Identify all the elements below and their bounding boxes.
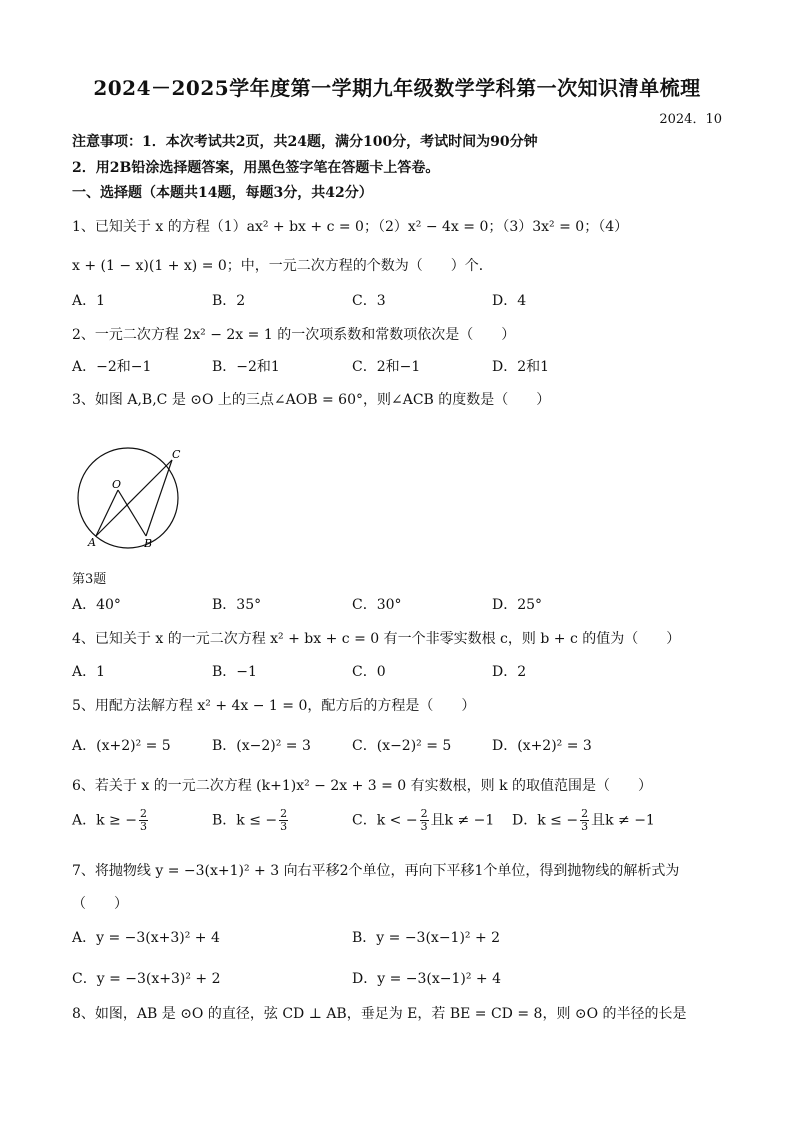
q6-option-b-prefix: B．k ≤ − [212,812,278,829]
q4-option-a: A．1 [72,664,106,680]
q1-option-b: B．2 [212,293,246,309]
q5-option-d: D．(x+2)² = 3 [492,738,592,754]
label-a: A [88,536,96,549]
q6-option-b [212,808,290,833]
notice-line-1: 注意事项：1．本次考试共2页，共24题，满分100分，考试时间为90分钟 [72,134,538,150]
question-7-line-1: 7、将抛物线 y = −3(x+1)² + 3 向右平移2个单位，再向下平移1个单位，得到抛物线的解析式为 [72,863,680,879]
q6-option-d-prefix: D．k ≤ − [512,812,579,829]
label-c: C [172,448,181,461]
circle-o [78,448,178,548]
label-b: B [144,537,153,550]
question-8-line-1: 8、如图，AB 是 ⊙O 的直径，弦 CD ⊥ AB，垂足为 E，若 BE = CD = 8，则 ⊙O 的半径的长是 [72,1006,687,1022]
q6-option-d-num: 2 [581,807,589,820]
q6-option-a-den: 3 [139,820,147,833]
q3-option-a: A．40° [72,597,121,613]
q2-option-c: C．2和−1 [352,359,421,375]
q7-option-c: C．y = −3(x+3)² + 2 [72,971,221,987]
q1-option-d: D．4 [492,293,527,309]
question-1-line-2: x + (1 − x)(1 + x) = 0；中，一元二次方程的个数为（ ）个． [72,258,493,274]
q6-option-c-fraction [420,808,429,833]
q4-option-d: D．2 [492,664,527,680]
q1-option-a: A．1 [72,293,106,309]
q5-option-c: C．(x−2)² = 5 [352,738,452,754]
question-3-line-1: 3、如图 A,B,C 是 ⊙O 上的三点∠AOB = 60°，则∠ACB 的度数是（ ） [72,392,551,408]
q2-option-d: D．2和1 [492,359,550,375]
page-title: 2024－2025学年度第一学期九年级数学学科第一次知识清单梳理 [93,76,701,100]
q4-option-c: C．0 [352,664,386,680]
question-1-line-1: 1、已知关于 x 的方程（1）ax² + bx + c = 0；（2）x² − 4x = 0；（3）3x² = 0；（4） [72,219,629,235]
q6-option-a-fraction [139,808,148,833]
q2-option-a: A．−2和−1 [72,359,152,375]
q3-option-b: B．35° [212,597,262,613]
q4-option-b: B．−1 [212,664,257,680]
q6-option-b-num: 2 [280,807,288,820]
q1-option-c: C．3 [352,293,386,309]
q6-option-a-num: 2 [139,807,147,820]
segment-ac [96,460,172,536]
q6-option-a-prefix: A．k ≥ − [72,812,137,829]
notice-line-2: 2．用2B铅涂选择题答案，用黑色签字笔在答题卡上答卷。 [72,160,440,176]
q6-option-a [72,808,150,833]
segment-bc [146,460,172,536]
segment-ob [118,490,146,536]
q5-option-b: B．(x−2)² = 3 [212,738,311,754]
label-o: O [112,478,122,491]
q6-option-c-num: 2 [420,807,428,820]
q7-option-a: A．y = −3(x+3)² + 4 [72,930,220,946]
q6-option-c-den: 3 [420,820,428,833]
circle-figure [68,440,188,550]
question-5-line-1: 5、用配方法解方程 x² + 4x − 1 = 0，配方后的方程是（ ） [72,698,476,714]
q7-option-b: B．y = −3(x−1)² + 2 [352,930,501,946]
q3-option-c: C．30° [352,597,402,613]
q5-option-a: A．(x+2)² = 5 [72,738,171,754]
q6-option-c-prefix: C．k < − [352,812,418,829]
q7-option-d: D．y = −3(x−1)² + 4 [352,971,502,987]
q6-option-c-suffix: 且k ≠ −1 [430,812,495,829]
q6-option-c [352,808,494,833]
q6-option-d-suffix: 且k ≠ −1 [591,812,655,829]
q6-option-d [512,808,655,833]
question-2-line-1: 2、一元二次方程 2x² − 2x = 1 的一次项系数和常数项依次是（ ） [72,327,516,343]
question-4-line-1: 4、已知关于 x 的一元二次方程 x² + bx + c = 0 有一个非零实数根 c，则 b + c 的值为（ ） [72,631,681,647]
section-heading: 一、选择题（本题共14题，每题3分，共42分） [72,185,373,201]
q2-option-b: B．−2和1 [212,359,280,375]
q6-option-b-fraction [279,808,288,833]
q6-option-b-den: 3 [280,820,288,833]
question-6-line-1: 6、若关于 x 的一元二次方程 (k+1)x² − 2x + 3 = 0 有实数根，则 k 的取值范围是（ ） [72,778,653,794]
question-7-line-2: （ ） [72,896,128,912]
q3-option-d: D．25° [492,597,543,613]
q6-option-d-den: 3 [581,820,589,833]
figure-caption: 第3题 [72,572,107,587]
q6-option-d-fraction [580,808,589,833]
segment-oa [96,490,118,536]
exam-date: 2024．10 [659,112,722,127]
